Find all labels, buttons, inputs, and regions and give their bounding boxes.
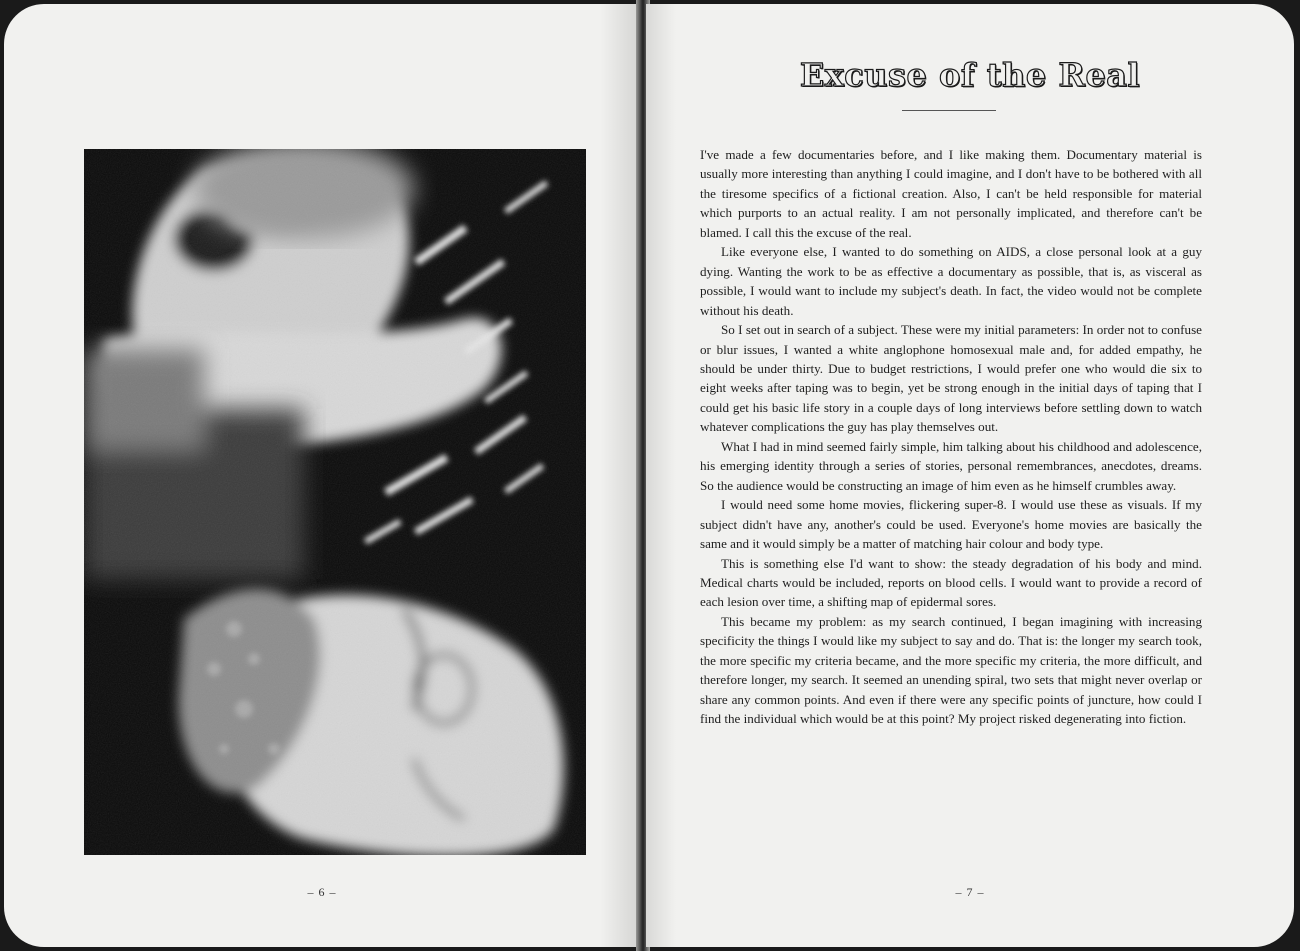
- paragraph: I would need some home movies, flickering super-8. I would use these as visuals. If my subject didn't have any, another's could be used. Everyone's home movies are basically the same and it would simply be a matter of matching hair colour and body type.: [700, 497, 1202, 552]
- body-text: [700, 145, 1202, 729]
- title-rule: [902, 110, 996, 111]
- paragraph: This became my problem: as my search continued, I began imagining with increasing specificity the things I would like my subject to say and do. That is: the longer my search took, the more specific my criteria became, and the more specific my criteria, the more difficult, and therefore longer, my search. It seemed an unending spiral, two sets that might never overlap or share any common points. And even if there were any specific points of juncture, how could I find the individual which would be at this point? My project risked degenerating into fiction.: [700, 613, 1202, 727]
- page-number-left: – 6 –: [307, 885, 337, 899]
- paragraph: I've made a few documentaries before, and I like making them. Documentary material is usually more interesting than anything I could imagine, and I don't have to be bothered with all the tiresome specifics of a fictional creation. Also, I can't be held responsible for material which purports to an actual reality. I am not personally implicated, and therefore can't be blamed. I call this the excuse of the real.: [700, 147, 1202, 240]
- photo-image: [84, 149, 586, 855]
- page-number-right: – 7 –: [955, 885, 985, 899]
- paragraph: So I set out in search of a subject. These were my initial parameters: In order not to confuse or blur issues, I wanted a white anglophone homosexual male and, for added empathy, he should be under thirty. Due to budget restrictions, I would prefer one who would die six to eight weeks after taping was to begin, yet be strong enough in the initial days of taping that I could get his basic life story in a couple days of long interviews before settling down to watch whatever complications the guy has play themselves out.: [700, 322, 1202, 435]
- chapter-title: Excuse of the Real: [799, 56, 1141, 94]
- right-page: [646, 4, 1294, 947]
- paragraph: Like everyone else, I wanted to do something on AIDS, a close personal look at a guy dying. Wanting the work to be as effective a documentary as possible, that is, as visceral as possible, I would want to include my subject's death. In fact, the video would not be complete without his death.: [700, 244, 1202, 318]
- left-page: [4, 4, 640, 947]
- paragraph: This is something else I'd want to show: the steady degradation of his body and mind. Medical charts would be included, reports on blood cells. I would want to provide a record of each lesion over time, a shifting map of epidermal sores.: [700, 555, 1202, 610]
- paragraph: What I had in mind seemed fairly simple, him talking about his childhood and adolescence, his emerging identity through a series of stories, personal remembrances, anecdotes, dreams. So the audience would be constructing an image of him even as he himself crumbles away.: [700, 438, 1202, 493]
- black-and-white-photograph: [84, 149, 586, 855]
